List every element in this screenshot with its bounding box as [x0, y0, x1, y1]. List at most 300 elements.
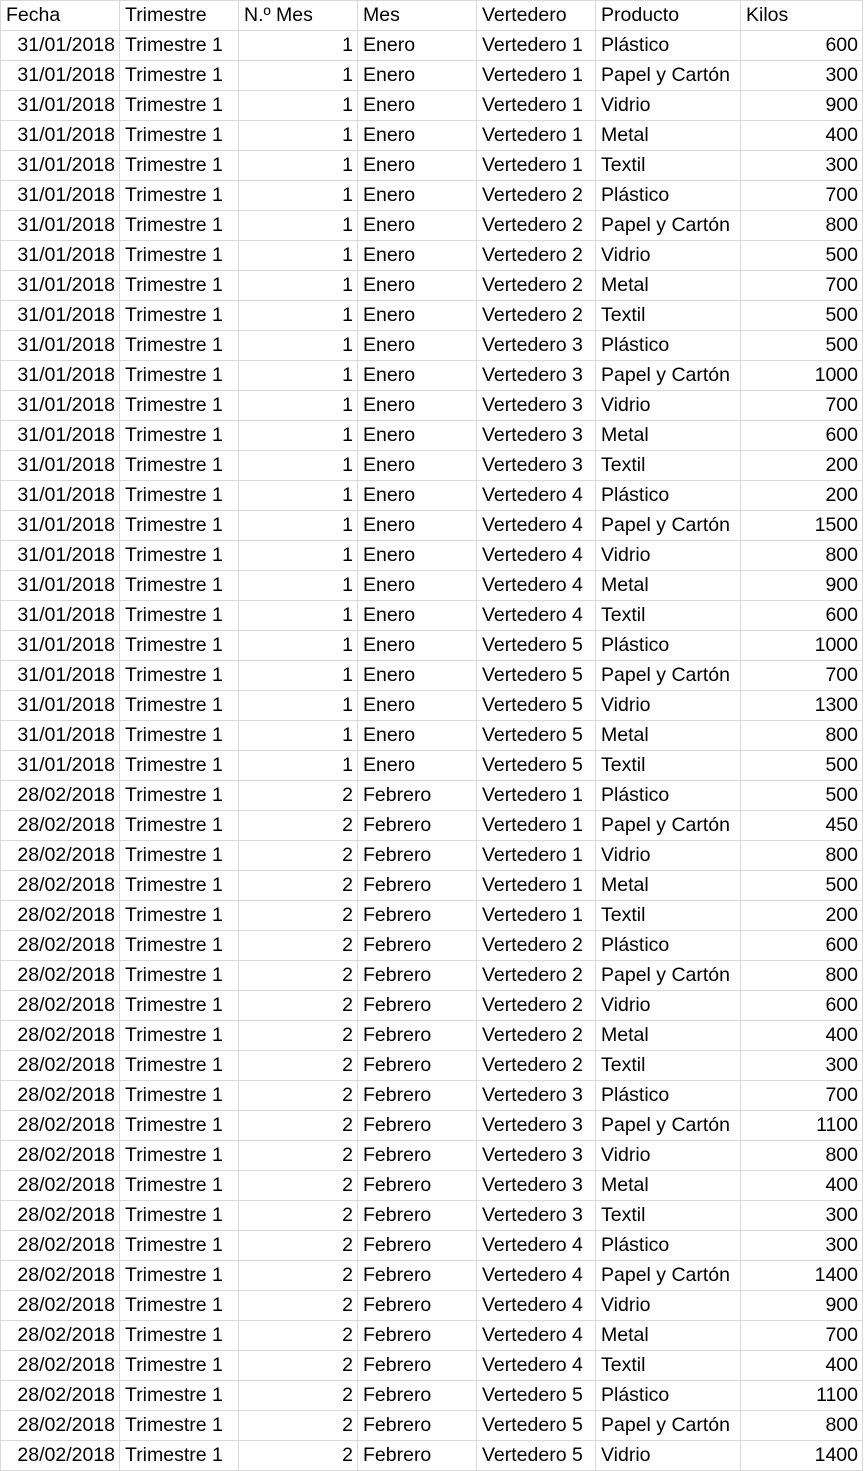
cell-trimestre[interactable]: Trimestre 1: [120, 1231, 239, 1261]
cell-producto[interactable]: Papel y Cartón: [596, 661, 741, 691]
cell-numero-mes[interactable]: 2: [239, 1351, 358, 1381]
cell-fecha[interactable]: 31/01/2018: [1, 661, 120, 691]
cell-mes[interactable]: Febrero: [358, 1111, 477, 1141]
cell-trimestre[interactable]: Trimestre 1: [120, 31, 239, 61]
cell-trimestre[interactable]: Trimestre 1: [120, 481, 239, 511]
cell-numero-mes[interactable]: 1: [239, 631, 358, 661]
cell-trimestre[interactable]: Trimestre 1: [120, 511, 239, 541]
cell-producto[interactable]: Metal: [596, 121, 741, 151]
cell-numero-mes[interactable]: 1: [239, 331, 358, 361]
cell-vertedero[interactable]: Vertedero 3: [477, 451, 596, 481]
cell-producto[interactable]: Textil: [596, 451, 741, 481]
cell-producto[interactable]: Papel y Cartón: [596, 961, 741, 991]
cell-trimestre[interactable]: Trimestre 1: [120, 991, 239, 1021]
cell-producto[interactable]: Textil: [596, 301, 741, 331]
cell-fecha[interactable]: 31/01/2018: [1, 211, 120, 241]
cell-vertedero[interactable]: Vertedero 1: [477, 61, 596, 91]
cell-kilos[interactable]: 1100: [741, 1111, 863, 1141]
cell-trimestre[interactable]: Trimestre 1: [120, 211, 239, 241]
cell-numero-mes[interactable]: 1: [239, 481, 358, 511]
cell-numero-mes[interactable]: 2: [239, 1051, 358, 1081]
cell-kilos[interactable]: 600: [741, 991, 863, 1021]
cell-producto[interactable]: Textil: [596, 151, 741, 181]
cell-fecha[interactable]: 28/02/2018: [1, 1171, 120, 1201]
cell-vertedero[interactable]: Vertedero 4: [477, 1231, 596, 1261]
cell-trimestre[interactable]: Trimestre 1: [120, 541, 239, 571]
cell-trimestre[interactable]: Trimestre 1: [120, 811, 239, 841]
cell-kilos[interactable]: 1300: [741, 691, 863, 721]
cell-numero-mes[interactable]: 2: [239, 1171, 358, 1201]
column-header-vertedero[interactable]: Vertedero: [477, 1, 596, 31]
cell-numero-mes[interactable]: 2: [239, 871, 358, 901]
cell-kilos[interactable]: 600: [741, 601, 863, 631]
cell-numero-mes[interactable]: 1: [239, 121, 358, 151]
cell-fecha[interactable]: 31/01/2018: [1, 631, 120, 661]
cell-vertedero[interactable]: Vertedero 3: [477, 331, 596, 361]
cell-mes[interactable]: Enero: [358, 511, 477, 541]
cell-numero-mes[interactable]: 2: [239, 901, 358, 931]
cell-mes[interactable]: Febrero: [358, 961, 477, 991]
cell-vertedero[interactable]: Vertedero 4: [477, 1351, 596, 1381]
cell-mes[interactable]: Febrero: [358, 871, 477, 901]
cell-vertedero[interactable]: Vertedero 1: [477, 151, 596, 181]
cell-numero-mes[interactable]: 2: [239, 1381, 358, 1411]
cell-producto[interactable]: Plástico: [596, 1231, 741, 1261]
cell-trimestre[interactable]: Trimestre 1: [120, 1141, 239, 1171]
cell-producto[interactable]: Vidrio: [596, 841, 741, 871]
cell-trimestre[interactable]: Trimestre 1: [120, 391, 239, 421]
column-header-kilos[interactable]: Kilos: [741, 1, 863, 31]
cell-kilos[interactable]: 900: [741, 1291, 863, 1321]
cell-trimestre[interactable]: Trimestre 1: [120, 1351, 239, 1381]
cell-fecha[interactable]: 31/01/2018: [1, 511, 120, 541]
cell-fecha[interactable]: 28/02/2018: [1, 1291, 120, 1321]
cell-kilos[interactable]: 1400: [741, 1261, 863, 1291]
cell-vertedero[interactable]: Vertedero 5: [477, 631, 596, 661]
cell-numero-mes[interactable]: 2: [239, 1231, 358, 1261]
cell-vertedero[interactable]: Vertedero 4: [477, 1321, 596, 1351]
cell-trimestre[interactable]: Trimestre 1: [120, 1021, 239, 1051]
cell-mes[interactable]: Febrero: [358, 1021, 477, 1051]
cell-vertedero[interactable]: Vertedero 1: [477, 31, 596, 61]
cell-kilos[interactable]: 300: [741, 1051, 863, 1081]
cell-fecha[interactable]: 31/01/2018: [1, 181, 120, 211]
cell-trimestre[interactable]: Trimestre 1: [120, 1051, 239, 1081]
cell-vertedero[interactable]: Vertedero 1: [477, 91, 596, 121]
cell-mes[interactable]: Enero: [358, 211, 477, 241]
cell-mes[interactable]: Febrero: [358, 1381, 477, 1411]
cell-vertedero[interactable]: Vertedero 3: [477, 1201, 596, 1231]
cell-numero-mes[interactable]: 2: [239, 1021, 358, 1051]
cell-trimestre[interactable]: Trimestre 1: [120, 331, 239, 361]
cell-numero-mes[interactable]: 2: [239, 811, 358, 841]
cell-mes[interactable]: Febrero: [358, 811, 477, 841]
cell-trimestre[interactable]: Trimestre 1: [120, 1321, 239, 1351]
cell-producto[interactable]: Vidrio: [596, 541, 741, 571]
cell-producto[interactable]: Metal: [596, 421, 741, 451]
cell-mes[interactable]: Enero: [358, 121, 477, 151]
cell-trimestre[interactable]: Trimestre 1: [120, 781, 239, 811]
cell-mes[interactable]: Enero: [358, 91, 477, 121]
cell-vertedero[interactable]: Vertedero 1: [477, 781, 596, 811]
cell-producto[interactable]: Papel y Cartón: [596, 511, 741, 541]
column-header-mes[interactable]: Mes: [358, 1, 477, 31]
cell-vertedero[interactable]: Vertedero 1: [477, 901, 596, 931]
cell-vertedero[interactable]: Vertedero 1: [477, 871, 596, 901]
cell-numero-mes[interactable]: 1: [239, 361, 358, 391]
cell-vertedero[interactable]: Vertedero 5: [477, 691, 596, 721]
cell-fecha[interactable]: 28/02/2018: [1, 871, 120, 901]
cell-mes[interactable]: Enero: [358, 61, 477, 91]
cell-fecha[interactable]: 28/02/2018: [1, 961, 120, 991]
cell-numero-mes[interactable]: 2: [239, 781, 358, 811]
cell-vertedero[interactable]: Vertedero 2: [477, 961, 596, 991]
cell-mes[interactable]: Febrero: [358, 841, 477, 871]
cell-trimestre[interactable]: Trimestre 1: [120, 931, 239, 961]
cell-numero-mes[interactable]: 1: [239, 181, 358, 211]
cell-mes[interactable]: Febrero: [358, 991, 477, 1021]
cell-vertedero[interactable]: Vertedero 4: [477, 511, 596, 541]
cell-producto[interactable]: Vidrio: [596, 991, 741, 1021]
cell-kilos[interactable]: 400: [741, 1171, 863, 1201]
cell-mes[interactable]: Enero: [358, 301, 477, 331]
cell-kilos[interactable]: 800: [741, 211, 863, 241]
cell-fecha[interactable]: 28/02/2018: [1, 1321, 120, 1351]
cell-mes[interactable]: Febrero: [358, 1231, 477, 1261]
cell-kilos[interactable]: 400: [741, 121, 863, 151]
cell-fecha[interactable]: 28/02/2018: [1, 1201, 120, 1231]
cell-producto[interactable]: Metal: [596, 721, 741, 751]
cell-producto[interactable]: Vidrio: [596, 1441, 741, 1471]
cell-mes[interactable]: Enero: [358, 631, 477, 661]
cell-fecha[interactable]: 31/01/2018: [1, 271, 120, 301]
cell-fecha[interactable]: 28/02/2018: [1, 781, 120, 811]
cell-mes[interactable]: Febrero: [358, 1081, 477, 1111]
cell-kilos[interactable]: 500: [741, 241, 863, 271]
cell-numero-mes[interactable]: 1: [239, 211, 358, 241]
cell-numero-mes[interactable]: 2: [239, 991, 358, 1021]
cell-numero-mes[interactable]: 1: [239, 541, 358, 571]
cell-fecha[interactable]: 28/02/2018: [1, 991, 120, 1021]
cell-mes[interactable]: Enero: [358, 691, 477, 721]
cell-fecha[interactable]: 28/02/2018: [1, 1411, 120, 1441]
cell-mes[interactable]: Enero: [358, 361, 477, 391]
cell-kilos[interactable]: 300: [741, 61, 863, 91]
cell-mes[interactable]: Febrero: [358, 1321, 477, 1351]
cell-vertedero[interactable]: Vertedero 1: [477, 121, 596, 151]
cell-producto[interactable]: Metal: [596, 571, 741, 601]
cell-fecha[interactable]: 31/01/2018: [1, 121, 120, 151]
cell-vertedero[interactable]: Vertedero 5: [477, 1411, 596, 1441]
cell-numero-mes[interactable]: 1: [239, 391, 358, 421]
column-header-producto[interactable]: Producto: [596, 1, 741, 31]
cell-kilos[interactable]: 800: [741, 721, 863, 751]
cell-producto[interactable]: Papel y Cartón: [596, 211, 741, 241]
cell-producto[interactable]: Textil: [596, 1201, 741, 1231]
cell-vertedero[interactable]: Vertedero 3: [477, 1141, 596, 1171]
cell-producto[interactable]: Metal: [596, 871, 741, 901]
cell-producto[interactable]: Papel y Cartón: [596, 1411, 741, 1441]
cell-fecha[interactable]: 31/01/2018: [1, 331, 120, 361]
cell-mes[interactable]: Febrero: [358, 931, 477, 961]
cell-fecha[interactable]: 28/02/2018: [1, 901, 120, 931]
cell-mes[interactable]: Enero: [358, 271, 477, 301]
cell-vertedero[interactable]: Vertedero 5: [477, 1381, 596, 1411]
cell-trimestre[interactable]: Trimestre 1: [120, 691, 239, 721]
cell-numero-mes[interactable]: 2: [239, 961, 358, 991]
cell-kilos[interactable]: 450: [741, 811, 863, 841]
cell-numero-mes[interactable]: 2: [239, 1411, 358, 1441]
cell-kilos[interactable]: 500: [741, 871, 863, 901]
cell-mes[interactable]: Enero: [358, 421, 477, 451]
cell-trimestre[interactable]: Trimestre 1: [120, 1291, 239, 1321]
cell-trimestre[interactable]: Trimestre 1: [120, 571, 239, 601]
cell-producto[interactable]: Papel y Cartón: [596, 61, 741, 91]
cell-vertedero[interactable]: Vertedero 2: [477, 991, 596, 1021]
cell-trimestre[interactable]: Trimestre 1: [120, 181, 239, 211]
cell-producto[interactable]: Plástico: [596, 931, 741, 961]
cell-mes[interactable]: Febrero: [358, 1141, 477, 1171]
cell-trimestre[interactable]: Trimestre 1: [120, 271, 239, 301]
cell-vertedero[interactable]: Vertedero 4: [477, 541, 596, 571]
cell-mes[interactable]: Febrero: [358, 1411, 477, 1441]
cell-fecha[interactable]: 31/01/2018: [1, 481, 120, 511]
cell-numero-mes[interactable]: 2: [239, 1201, 358, 1231]
cell-trimestre[interactable]: Trimestre 1: [120, 91, 239, 121]
cell-fecha[interactable]: 28/02/2018: [1, 1081, 120, 1111]
cell-kilos[interactable]: 500: [741, 331, 863, 361]
cell-producto[interactable]: Papel y Cartón: [596, 1111, 741, 1141]
cell-trimestre[interactable]: Trimestre 1: [120, 1201, 239, 1231]
cell-vertedero[interactable]: Vertedero 4: [477, 571, 596, 601]
cell-trimestre[interactable]: Trimestre 1: [120, 121, 239, 151]
cell-producto[interactable]: Vidrio: [596, 241, 741, 271]
cell-kilos[interactable]: 200: [741, 481, 863, 511]
cell-kilos[interactable]: 300: [741, 1201, 863, 1231]
cell-mes[interactable]: Febrero: [358, 901, 477, 931]
cell-vertedero[interactable]: Vertedero 3: [477, 391, 596, 421]
cell-kilos[interactable]: 800: [741, 1141, 863, 1171]
cell-vertedero[interactable]: Vertedero 4: [477, 1261, 596, 1291]
cell-vertedero[interactable]: Vertedero 3: [477, 1111, 596, 1141]
cell-producto[interactable]: Metal: [596, 1321, 741, 1351]
cell-fecha[interactable]: 28/02/2018: [1, 811, 120, 841]
cell-mes[interactable]: Enero: [358, 391, 477, 421]
cell-numero-mes[interactable]: 2: [239, 1441, 358, 1471]
cell-fecha[interactable]: 31/01/2018: [1, 421, 120, 451]
cell-vertedero[interactable]: Vertedero 1: [477, 841, 596, 871]
cell-mes[interactable]: Enero: [358, 751, 477, 781]
cell-numero-mes[interactable]: 1: [239, 721, 358, 751]
cell-vertedero[interactable]: Vertedero 2: [477, 301, 596, 331]
cell-vertedero[interactable]: Vertedero 3: [477, 1081, 596, 1111]
cell-producto[interactable]: Papel y Cartón: [596, 1261, 741, 1291]
cell-numero-mes[interactable]: 2: [239, 1291, 358, 1321]
cell-producto[interactable]: Plástico: [596, 31, 741, 61]
cell-fecha[interactable]: 31/01/2018: [1, 61, 120, 91]
cell-producto[interactable]: Metal: [596, 271, 741, 301]
cell-trimestre[interactable]: Trimestre 1: [120, 1261, 239, 1291]
cell-fecha[interactable]: 31/01/2018: [1, 571, 120, 601]
cell-trimestre[interactable]: Trimestre 1: [120, 1111, 239, 1141]
cell-kilos[interactable]: 700: [741, 661, 863, 691]
cell-trimestre[interactable]: Trimestre 1: [120, 1381, 239, 1411]
cell-kilos[interactable]: 900: [741, 571, 863, 601]
cell-trimestre[interactable]: Trimestre 1: [120, 361, 239, 391]
cell-fecha[interactable]: 31/01/2018: [1, 391, 120, 421]
cell-producto[interactable]: Vidrio: [596, 391, 741, 421]
cell-kilos[interactable]: 1000: [741, 361, 863, 391]
cell-trimestre[interactable]: Trimestre 1: [120, 721, 239, 751]
cell-kilos[interactable]: 200: [741, 901, 863, 931]
cell-fecha[interactable]: 31/01/2018: [1, 301, 120, 331]
cell-vertedero[interactable]: Vertedero 4: [477, 601, 596, 631]
cell-trimestre[interactable]: Trimestre 1: [120, 421, 239, 451]
cell-fecha[interactable]: 31/01/2018: [1, 691, 120, 721]
cell-numero-mes[interactable]: 2: [239, 931, 358, 961]
cell-mes[interactable]: Enero: [358, 331, 477, 361]
cell-kilos[interactable]: 900: [741, 91, 863, 121]
cell-trimestre[interactable]: Trimestre 1: [120, 1171, 239, 1201]
cell-producto[interactable]: Textil: [596, 901, 741, 931]
cell-trimestre[interactable]: Trimestre 1: [120, 661, 239, 691]
cell-producto[interactable]: Vidrio: [596, 1291, 741, 1321]
cell-fecha[interactable]: 28/02/2018: [1, 841, 120, 871]
cell-numero-mes[interactable]: 2: [239, 1141, 358, 1171]
cell-fecha[interactable]: 31/01/2018: [1, 151, 120, 181]
cell-vertedero[interactable]: Vertedero 5: [477, 751, 596, 781]
cell-mes[interactable]: Enero: [358, 601, 477, 631]
cell-trimestre[interactable]: Trimestre 1: [120, 151, 239, 181]
cell-fecha[interactable]: 28/02/2018: [1, 1111, 120, 1141]
cell-trimestre[interactable]: Trimestre 1: [120, 301, 239, 331]
cell-mes[interactable]: Febrero: [358, 1171, 477, 1201]
cell-trimestre[interactable]: Trimestre 1: [120, 631, 239, 661]
cell-kilos[interactable]: 800: [741, 841, 863, 871]
cell-mes[interactable]: Febrero: [358, 1051, 477, 1081]
cell-fecha[interactable]: 28/02/2018: [1, 1051, 120, 1081]
cell-trimestre[interactable]: Trimestre 1: [120, 841, 239, 871]
cell-fecha[interactable]: 28/02/2018: [1, 1351, 120, 1381]
cell-kilos[interactable]: 1000: [741, 631, 863, 661]
cell-mes[interactable]: Enero: [358, 241, 477, 271]
cell-fecha[interactable]: 28/02/2018: [1, 1231, 120, 1261]
cell-mes[interactable]: Enero: [358, 181, 477, 211]
column-header-numero-mes[interactable]: N.º Mes: [239, 1, 358, 31]
cell-mes[interactable]: Febrero: [358, 1261, 477, 1291]
cell-vertedero[interactable]: Vertedero 5: [477, 661, 596, 691]
cell-producto[interactable]: Textil: [596, 751, 741, 781]
cell-producto[interactable]: Plástico: [596, 631, 741, 661]
cell-kilos[interactable]: 300: [741, 151, 863, 181]
cell-producto[interactable]: Papel y Cartón: [596, 361, 741, 391]
column-header-fecha[interactable]: Fecha: [1, 1, 120, 31]
cell-numero-mes[interactable]: 1: [239, 511, 358, 541]
cell-trimestre[interactable]: Trimestre 1: [120, 961, 239, 991]
cell-numero-mes[interactable]: 1: [239, 31, 358, 61]
cell-producto[interactable]: Papel y Cartón: [596, 811, 741, 841]
cell-numero-mes[interactable]: 2: [239, 1111, 358, 1141]
cell-fecha[interactable]: 31/01/2018: [1, 541, 120, 571]
cell-kilos[interactable]: 500: [741, 751, 863, 781]
cell-numero-mes[interactable]: 1: [239, 571, 358, 601]
cell-kilos[interactable]: 400: [741, 1021, 863, 1051]
cell-vertedero[interactable]: Vertedero 3: [477, 361, 596, 391]
cell-vertedero[interactable]: Vertedero 1: [477, 811, 596, 841]
cell-kilos[interactable]: 800: [741, 961, 863, 991]
cell-kilos[interactable]: 800: [741, 1411, 863, 1441]
cell-producto[interactable]: Plástico: [596, 1081, 741, 1111]
cell-mes[interactable]: Febrero: [358, 1351, 477, 1381]
cell-trimestre[interactable]: Trimestre 1: [120, 901, 239, 931]
cell-kilos[interactable]: 700: [741, 271, 863, 301]
cell-fecha[interactable]: 28/02/2018: [1, 931, 120, 961]
cell-kilos[interactable]: 700: [741, 391, 863, 421]
cell-mes[interactable]: Enero: [358, 151, 477, 181]
cell-numero-mes[interactable]: 1: [239, 451, 358, 481]
cell-vertedero[interactable]: Vertedero 3: [477, 1171, 596, 1201]
cell-trimestre[interactable]: Trimestre 1: [120, 751, 239, 781]
cell-numero-mes[interactable]: 1: [239, 61, 358, 91]
cell-producto[interactable]: Vidrio: [596, 691, 741, 721]
cell-fecha[interactable]: 31/01/2018: [1, 451, 120, 481]
cell-producto[interactable]: Textil: [596, 1051, 741, 1081]
cell-trimestre[interactable]: Trimestre 1: [120, 871, 239, 901]
cell-kilos[interactable]: 600: [741, 421, 863, 451]
cell-numero-mes[interactable]: 1: [239, 421, 358, 451]
cell-kilos[interactable]: 400: [741, 1351, 863, 1381]
cell-producto[interactable]: Textil: [596, 601, 741, 631]
cell-mes[interactable]: Febrero: [358, 781, 477, 811]
cell-producto[interactable]: Metal: [596, 1171, 741, 1201]
cell-producto[interactable]: Metal: [596, 1021, 741, 1051]
cell-fecha[interactable]: 31/01/2018: [1, 601, 120, 631]
cell-kilos[interactable]: 500: [741, 781, 863, 811]
cell-vertedero[interactable]: Vertedero 5: [477, 721, 596, 751]
cell-kilos[interactable]: 600: [741, 931, 863, 961]
cell-kilos[interactable]: 700: [741, 1321, 863, 1351]
cell-numero-mes[interactable]: 1: [239, 691, 358, 721]
cell-mes[interactable]: Febrero: [358, 1201, 477, 1231]
cell-trimestre[interactable]: Trimestre 1: [120, 1441, 239, 1471]
cell-fecha[interactable]: 28/02/2018: [1, 1261, 120, 1291]
cell-vertedero[interactable]: Vertedero 4: [477, 1291, 596, 1321]
cell-numero-mes[interactable]: 1: [239, 151, 358, 181]
cell-vertedero[interactable]: Vertedero 2: [477, 1021, 596, 1051]
cell-mes[interactable]: Enero: [358, 541, 477, 571]
cell-numero-mes[interactable]: 1: [239, 301, 358, 331]
cell-vertedero[interactable]: Vertedero 3: [477, 421, 596, 451]
cell-mes[interactable]: Enero: [358, 661, 477, 691]
cell-vertedero[interactable]: Vertedero 5: [477, 1441, 596, 1471]
cell-numero-mes[interactable]: 2: [239, 1321, 358, 1351]
cell-mes[interactable]: Febrero: [358, 1441, 477, 1471]
cell-numero-mes[interactable]: 2: [239, 1261, 358, 1291]
cell-numero-mes[interactable]: 1: [239, 91, 358, 121]
cell-vertedero[interactable]: Vertedero 2: [477, 211, 596, 241]
cell-kilos[interactable]: 800: [741, 541, 863, 571]
cell-fecha[interactable]: 31/01/2018: [1, 751, 120, 781]
cell-mes[interactable]: Febrero: [358, 1291, 477, 1321]
cell-trimestre[interactable]: Trimestre 1: [120, 1411, 239, 1441]
cell-fecha[interactable]: 28/02/2018: [1, 1021, 120, 1051]
cell-producto[interactable]: Plástico: [596, 331, 741, 361]
cell-fecha[interactable]: 31/01/2018: [1, 31, 120, 61]
cell-producto[interactable]: Vidrio: [596, 91, 741, 121]
cell-numero-mes[interactable]: 1: [239, 241, 358, 271]
cell-trimestre[interactable]: Trimestre 1: [120, 601, 239, 631]
cell-vertedero[interactable]: Vertedero 2: [477, 181, 596, 211]
